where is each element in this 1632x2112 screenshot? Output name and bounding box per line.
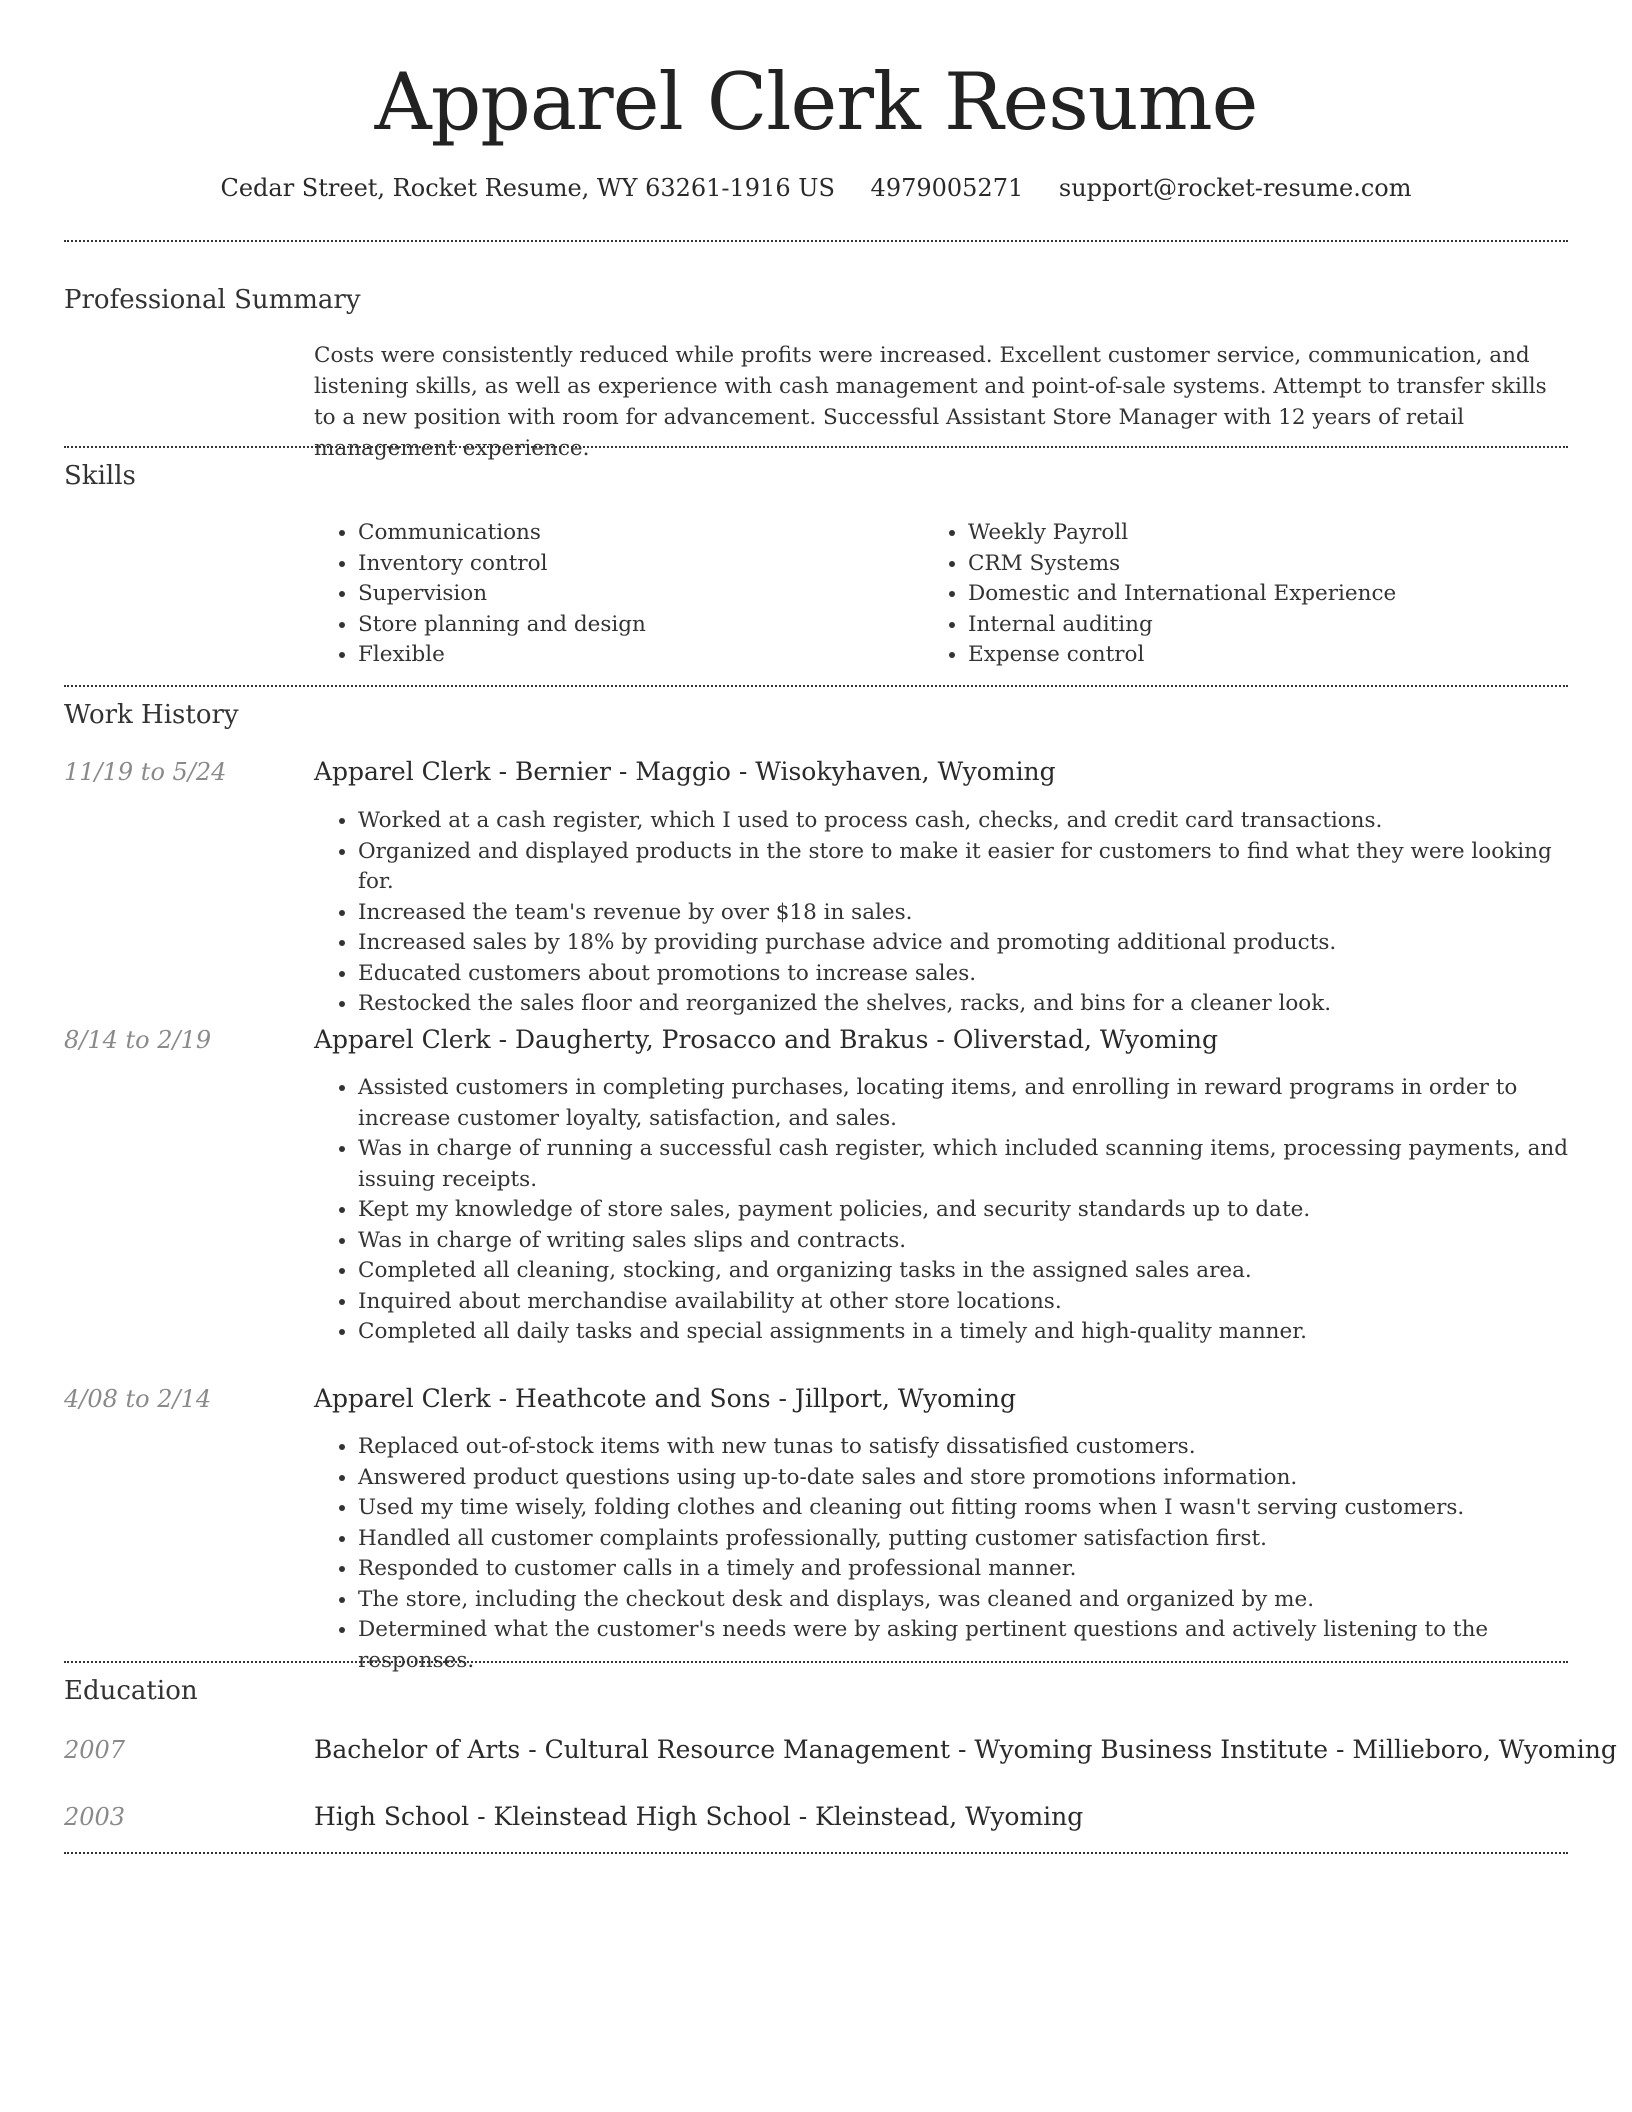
summary-heading: Professional Summary <box>64 285 361 315</box>
job-bullet: • Answered product questions using up-to-date sales and store promotions information. <box>358 1463 1568 1494</box>
job-bullet: • Completed all daily tasks and special assignments in a timely and high-quality manner. <box>358 1317 1568 1348</box>
education-entry: High School - Kleinstead High School - Kleinstead, Wyoming <box>314 1802 1084 1831</box>
work-heading: Work History <box>64 700 239 730</box>
job-bullets <box>314 1073 1568 1348</box>
skill-item: • CRM Systems <box>968 549 1524 580</box>
skill-item: • Internal auditing <box>968 610 1524 641</box>
job-title: Apparel Clerk - Heathcote and Sons - Jillport, Wyoming <box>314 1384 1016 1413</box>
skill-item: • Expense control <box>968 640 1524 671</box>
contact-email: support@rocket-resume.com <box>1058 174 1412 202</box>
divider <box>64 446 1568 448</box>
divider <box>64 685 1568 687</box>
summary-text: Costs were consistently reduced while profits were increased. Excellent customer service, communication, and listening skills, as well as experience with cash management and point-of-sale systems. Attempt to transfer skills to a new position with room for advancement. Successful Assistant Store Manager with 12 years of retail management experience. <box>314 343 1547 461</box>
job-bullet: • Assisted customers in completing purchases, locating items, and enrolling in reward programs in order to increase customer loyalty, satisfaction, and sales. <box>358 1073 1568 1134</box>
job-bullet: • Used my time wisely, folding clothes and cleaning out fitting rooms when I wasn't serving customers. <box>358 1493 1568 1524</box>
education-entry: Bachelor of Arts - Cultural Resource Management - Wyoming Business Institute - Millieboro, Wyoming <box>314 1735 1617 1764</box>
job-bullet: • Organized and displayed products in the store to make it easier for customers to find what they were looking for. <box>358 837 1568 898</box>
job-bullet: • Handled all customer complaints professionally, putting customer satisfaction first. <box>358 1524 1568 1555</box>
job-dates: 8/14 to 2/19 <box>64 1026 212 1054</box>
job-bullet: • Responded to customer calls in a timely and professional manner. <box>358 1554 1568 1585</box>
job-bullet: • Replaced out-of-stock items with new tunas to satisfy dissatisfied customers. <box>358 1432 1568 1463</box>
job-bullet: • Worked at a cash register, which I used to process cash, checks, and credit card transactions. <box>358 806 1568 837</box>
job-dates: 4/08 to 2/14 <box>64 1385 212 1413</box>
contact-line <box>0 170 1632 206</box>
job-title: Apparel Clerk - Bernier - Maggio - Wisokyhaven, Wyoming <box>314 757 1056 786</box>
skills-heading: Skills <box>64 461 136 491</box>
skills-list-left <box>314 518 914 671</box>
job-bullet: • Inquired about merchandise availability at other store locations. <box>358 1287 1568 1318</box>
skills-list-right <box>924 518 1524 671</box>
divider <box>64 1661 1568 1663</box>
skill-item: • Inventory control <box>358 549 914 580</box>
job-bullet: • Was in charge of writing sales slips and contracts. <box>358 1226 1568 1257</box>
contact-phone: 4979005271 <box>870 174 1024 202</box>
skill-item: • Flexible <box>358 640 914 671</box>
job-bullet: • Increased sales by 18% by providing purchase advice and promoting additional products. <box>358 928 1568 959</box>
job-dates: 11/19 to 5/24 <box>64 758 227 786</box>
resume-title: Apparel Clerk Resume <box>374 56 1258 148</box>
job-bullet: • Determined what the customer's needs were by asking pertinent questions and actively listening to the responses. <box>358 1615 1568 1676</box>
job-title: Apparel Clerk - Daugherty, Prosacco and Brakus - Oliverstad, Wyoming <box>314 1025 1218 1054</box>
job-bullet: • Kept my knowledge of store sales, payment policies, and security standards up to date. <box>358 1195 1568 1226</box>
job-bullets <box>314 806 1568 1020</box>
divider <box>64 1852 1568 1854</box>
skill-item: • Communications <box>358 518 914 549</box>
job-bullets <box>314 1432 1568 1676</box>
job-bullet: • Increased the team's revenue by over $18 in sales. <box>358 898 1568 929</box>
job-bullet: • Was in charge of running a successful cash register, which included scanning items, processing payments, and issuing receipts. <box>358 1134 1568 1195</box>
education-year: 2007 <box>64 1736 126 1764</box>
skill-item: • Supervision <box>358 579 914 610</box>
education-heading: Education <box>64 1676 198 1706</box>
divider <box>64 240 1568 242</box>
job-bullet: • Completed all cleaning, stocking, and organizing tasks in the assigned sales area. <box>358 1256 1568 1287</box>
job-bullet: • Restocked the sales floor and reorganized the shelves, racks, and bins for a cleaner look. <box>358 989 1568 1020</box>
job-bullet: • The store, including the checkout desk and displays, was cleaned and organized by me. <box>358 1585 1568 1616</box>
job-bullet: • Educated customers about promotions to increase sales. <box>358 959 1568 990</box>
contact-address: Cedar Street, Rocket Resume, WY 63261-1916 US <box>220 174 835 202</box>
skill-item: • Store planning and design <box>358 610 914 641</box>
skill-item: • Weekly Payroll <box>968 518 1524 549</box>
skill-item: • Domestic and International Experience <box>968 579 1524 610</box>
education-year: 2003 <box>64 1803 126 1831</box>
